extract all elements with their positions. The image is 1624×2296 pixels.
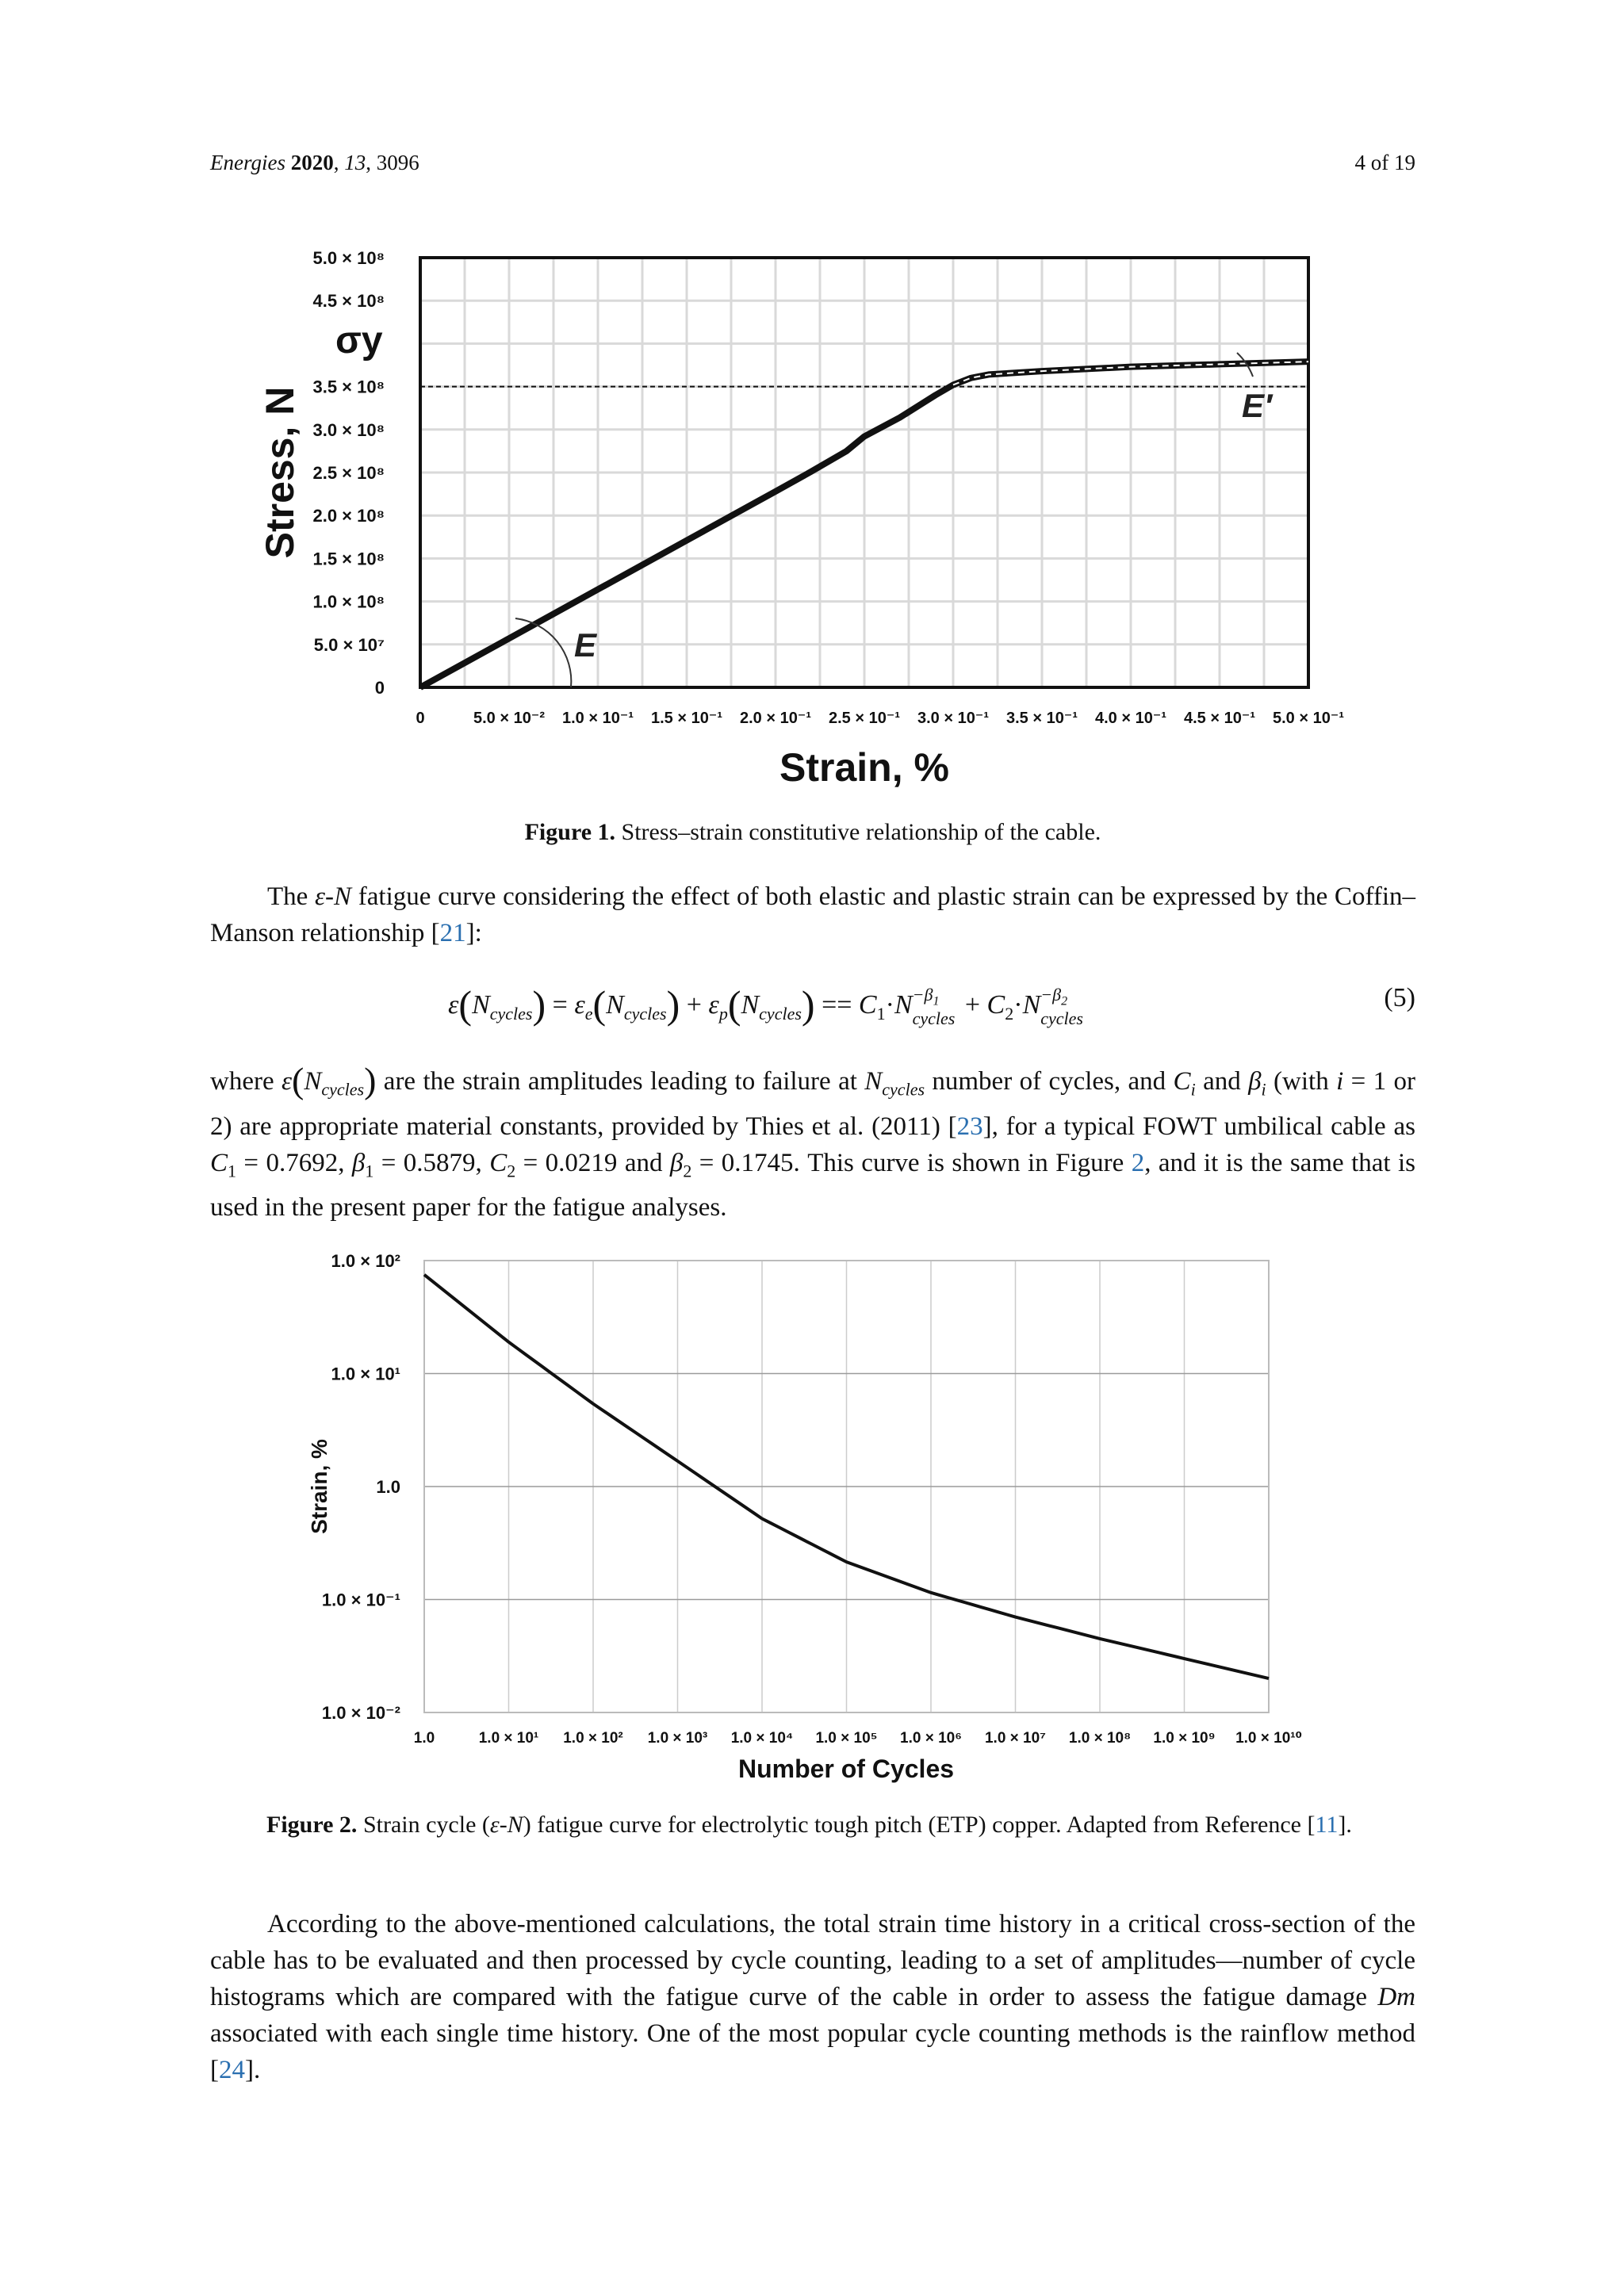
y-tick-label: 3.0 × 10⁸: [312, 419, 385, 440]
x-tick-label: 1.0 × 10⁶: [900, 1730, 962, 1747]
grid: [420, 258, 1308, 687]
x-tick-label: 2.0 × 10⁻¹: [739, 710, 812, 727]
x-tick-label: 1.5 × 10⁻¹: [650, 710, 723, 727]
x-tick-label: 1.0 × 10⁷: [984, 1730, 1047, 1747]
y-tick-label: 3.5 × 10⁸: [312, 377, 385, 397]
x-tick-label: 3.0 × 10⁻¹: [917, 710, 990, 727]
y-tick-label: 1.0 × 10²: [331, 1251, 400, 1271]
figure-2-link[interactable]: 2: [1131, 1148, 1145, 1177]
x-tick-label: 1.0 × 10²: [563, 1730, 623, 1747]
modulus-e-prime-label: E′: [1242, 387, 1273, 424]
x-tick-label: 1.0 × 10¹: [478, 1730, 539, 1747]
x-tick-label: 4.5 × 10⁻¹: [1183, 710, 1256, 727]
equation-number: (5): [1384, 983, 1415, 1012]
x-tick-label: 1.0 × 10⁻¹: [561, 710, 634, 727]
x-tick-labels: [414, 1730, 1302, 1747]
x-tick-label: 5.0 × 10⁻²: [473, 710, 546, 727]
citation-11[interactable]: 11: [1315, 1812, 1339, 1838]
x-tick-label: 1.0: [413, 1730, 435, 1747]
figure-1-chart: [254, 238, 1380, 801]
x-tick-label: 1.0 × 10⁴: [730, 1730, 794, 1747]
y-tick-label: 2.5 × 10⁸: [312, 463, 385, 483]
figure-1-caption: Figure 1. Stress–strain constitutive relationship of the cable.: [524, 819, 1101, 845]
y-tick-label: 1.0 × 10⁸: [312, 591, 385, 612]
y-axis-label: Strain, %: [307, 1439, 331, 1534]
y-tick-label: 5.0 × 10⁸: [312, 248, 385, 268]
y-tick-label: 4.5 × 10⁸: [312, 291, 385, 312]
journal-citation: Energies 2020, 13, 3096: [210, 151, 419, 174]
x-tick-label: 5.0 × 10⁻¹: [1272, 710, 1345, 727]
y-tick-label: 1.0 × 10¹: [331, 1364, 400, 1384]
x-axis-label: Number of Cycles: [737, 1755, 955, 1783]
x-tick-label: 0: [416, 710, 425, 727]
y-tick-label: 5.0 × 10⁷: [313, 634, 385, 655]
x-tick-label: 3.5 × 10⁻¹: [1005, 710, 1078, 727]
x-tick-label: 2.5 × 10⁻¹: [828, 710, 901, 727]
y-tick-label: 1.0: [376, 1477, 400, 1497]
y-tick-labels: [312, 248, 385, 698]
y-tick-labels: [322, 1251, 400, 1723]
paragraph-2: where $\varepsilon(N_{cycles})$ are the strain amplitudes leading to failure at $N_{cycles}$ number of cycles, and $C_i$ and $\beta_i$ (with i = 1 or 2) are appropriate material constants, provided by Thies et al. (2011) [23], for a typical FOWT umbilical cable as $C_1 = 0.7692$, $\beta_1 = 0.5879$, $C_2 = 0.0219$ and $\beta_2 = 0.1745$. This curve is shown in Figure 2, and it is the same that is used in the present paper for the fatigue analyses.: [210, 1060, 1415, 1223]
x-tick-label: 1.0 × 10⁸: [1068, 1730, 1132, 1747]
paragraph-1: The ε-N fatigue curve considering the effect of both elastic and plastic strain can be expressed by the Coffin–Manson relationship [21]:: [210, 882, 1415, 947]
citation-23[interactable]: 23: [956, 1112, 983, 1141]
equation-5: [210, 982, 1415, 1037]
x-tick-label: 1.0 × 10³: [647, 1730, 708, 1747]
paragraph-3: According to the above-mentioned calculations, the total strain time history in a critical cross-section of the cable has to be evaluated and then processed by cycle counting, leading to a set of amplitudes—number of cycle histograms which are compared with the fatigue curve of the cable in order to assess the fatigue damage Dm associated with each single time history. One of the most popular cycle counting methods is the rainflow method [24].: [210, 1910, 1415, 2084]
modulus-e-label: E: [574, 626, 597, 664]
x-tick-labels: [416, 710, 1344, 727]
running-header: [210, 151, 1415, 182]
figure-2-chart: [293, 1245, 1340, 1792]
x-axis-label: Strain, %: [779, 745, 949, 790]
coffin-manson-equation: $\varepsilon(N_{cycles}) = \varepsilon_e(N_{cycles}) + \varepsilon_p(N_{cycles}) == C_1\cdot N$ $-\beta_1$ cycles + $C_2\cdot N$ $-\beta_2$ cycles: [448, 982, 1083, 1029]
y-tick-label: 1.5 × 10⁸: [312, 549, 385, 569]
grid: [424, 1261, 1269, 1712]
x-tick-label: 1.0 × 10⁵: [815, 1730, 878, 1747]
citation-21[interactable]: 21: [439, 919, 466, 947]
x-tick-label: 1.0 × 10⁹: [1153, 1730, 1216, 1747]
x-tick-label: 1.0 × 10¹⁰: [1235, 1730, 1302, 1747]
y-tick-label: 0: [374, 678, 385, 698]
sigma-y-label: σy: [335, 320, 383, 362]
y-tick-label: 1.0 × 10⁻¹: [321, 1590, 400, 1610]
citation-24[interactable]: 24: [219, 2056, 245, 2084]
figure-2-caption: Figure 2. Strain cycle (ε-N) fatigue curve for electrolytic tough pitch (ETP) copper. Adapted from Reference [11].: [266, 1812, 1352, 1838]
page-number: 4 of 19: [1354, 151, 1415, 174]
y-tick-label: 1.0 × 10⁻²: [321, 1703, 400, 1723]
y-tick-label: 2.0 × 10⁸: [312, 506, 385, 526]
y-axis-label: Stress, N: [258, 386, 302, 559]
x-tick-label: 4.0 × 10⁻¹: [1094, 710, 1167, 727]
